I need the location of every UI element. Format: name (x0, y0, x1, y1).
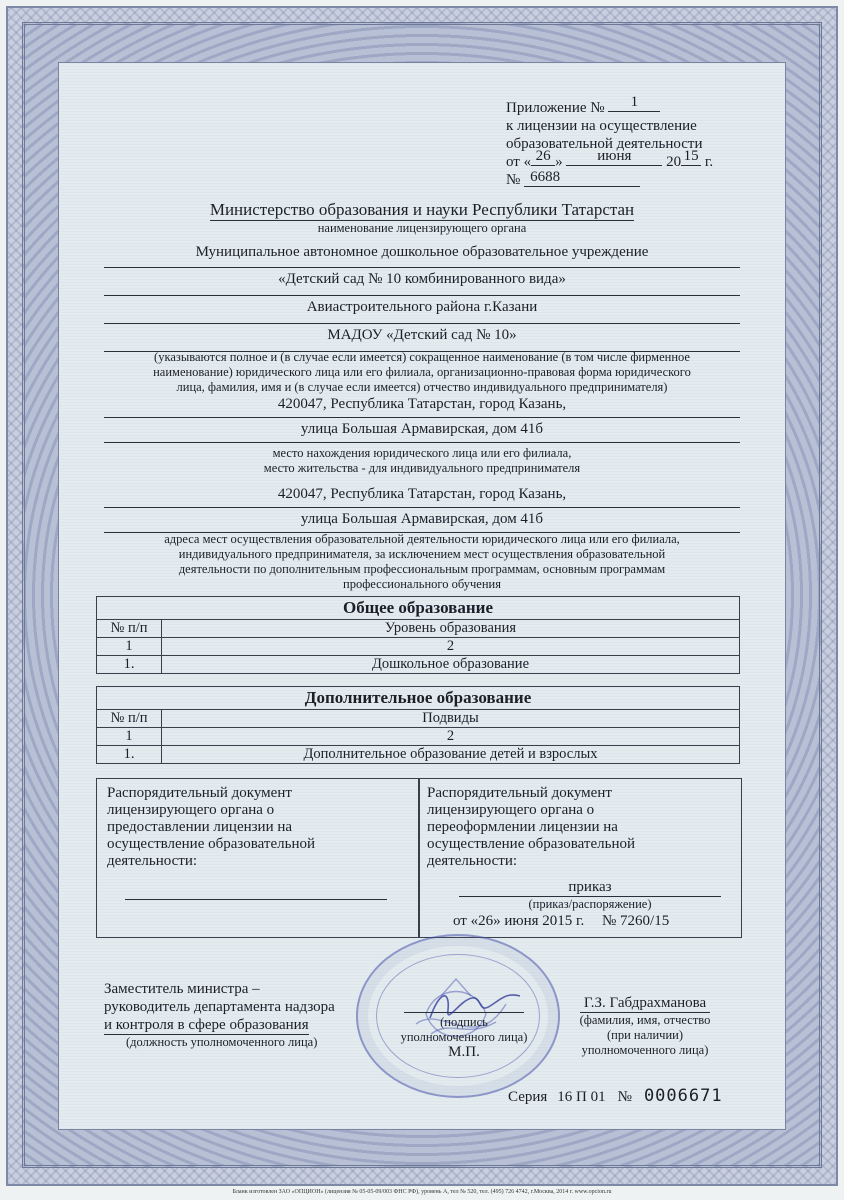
organization-line: Авиастроительного района г.Казани (104, 296, 740, 324)
location-address: 420047, Республика Татарстан, город Казань, улица Большая Армавирская, дом 41б (104, 396, 740, 443)
activity-address: 420047, Республика Татарстан, город Казань, улица Большая Армавирская, дом 41б (104, 486, 740, 533)
order-date-number (453, 913, 669, 930)
order-issue-box: Распорядительный документ лицензирующего органа о предоставлении лицензии на осуществление образовательной деятельности: (96, 778, 420, 938)
appendix-number: 1 (608, 94, 660, 112)
appendix-label: Приложение № (506, 100, 605, 116)
order-reissue-box: Распорядительный документ лицензирующего органа о переоформлении лицензии на осуществление образовательной деятельности: приказ (приказ/распоряжение) от «26» июня 2015 г. № 7260/15 (418, 778, 742, 938)
organization-line: «Детский сад № 10 комбинированного вида» (104, 268, 740, 296)
table-header: № п/п (97, 710, 162, 728)
serial-number: 0006671 (643, 1086, 723, 1106)
license-number: 6688 (524, 169, 640, 187)
serial-series: 16 П 01 (557, 1089, 606, 1105)
table-row (97, 746, 740, 764)
signatory-position: Заместитель министра – руководитель департамента надзора и контроля в сфере образования (должность уполномоченного лица) (104, 981, 335, 1049)
additional-education-table (96, 686, 740, 764)
authority-caption: наименование лицензирующего органа (317, 221, 527, 235)
table-row (97, 656, 740, 674)
signatory-name-block: Г.З. Габдрахманова (фамилия, имя, отчество (при наличии) уполномоченного лица) (579, 995, 711, 1057)
table-cell: 1 (97, 638, 162, 656)
organization-caption: (указываются полное и (в случае если имеется) сокращенное наименование (в том числе фирменное наименование) юридического лица или его филиала, организационно-правовая форма юридического лица, фамилия, имя и (в случае если имеется) отчество индивидуального предпринимателя) (153, 350, 691, 394)
table-title: Дополнительное образование (97, 687, 740, 710)
serial-label: Серия (508, 1089, 548, 1105)
printer-imprint: Бланк изготовлен ЗАО «ОПЦИОН» (лицензия № 05-05-09/003 ФНС РФ), уровень А, тел № 520, тел. (495) 726 4742, г.Москва, 2014 г. www.opcion.ru (232, 1189, 612, 1195)
signature-caption: (подпись уполномоченного лица) М.П. (384, 1012, 544, 1060)
table-cell: Дополнительное образование детей и взрослых (162, 746, 740, 764)
order-doc-type: приказ (459, 879, 721, 897)
appendix-line-2: к лицензии на осуществление (506, 118, 697, 134)
authority-name: Министерство образования и науки Республики Татарстан (209, 200, 635, 219)
appendix-header: Приложение № 1 к лицензии на осуществление образовательной деятельности от « 26 » июня 20 15 г. № 6688 (506, 100, 726, 190)
table-header: Подвиды (162, 710, 740, 728)
table-cell: 1. (97, 656, 162, 674)
table-header: Уровень образования (162, 620, 740, 638)
appendix-date-day: 26 (531, 148, 555, 166)
organization-short-name: МАДОУ «Детский сад № 10» (104, 324, 740, 352)
authority-block (100, 200, 744, 236)
order-date: от «26» июня 2015 г. (453, 913, 585, 929)
table-header: № п/п (97, 620, 162, 638)
table-cell: 1 (97, 728, 162, 746)
organization-name (104, 244, 740, 352)
table-cell: 2 (162, 728, 740, 746)
order-number: № 7260/15 (601, 913, 670, 929)
stamp-place-label: М.П. (448, 1044, 480, 1060)
organization-line: Муниципальное автономное дошкольное образовательное учреждение (104, 244, 740, 268)
table-cell: 1. (97, 746, 162, 764)
order-doc-type-caption: (приказ/распоряжение) (528, 897, 652, 911)
general-education-table (96, 596, 740, 674)
appendix-date: от « 26 » июня 20 15 г. (506, 148, 714, 170)
activity-address-caption: адреса мест осуществления образовательной деятельности юридического лица или его филиала, индивидуального предпринимателя, за исключением мест осуществления образовательной деятельности по дополнительным профессиональным программам, основным программам профессионального обучения (164, 532, 680, 591)
appendix-date-month: июня (566, 148, 662, 166)
location-caption: место нахождения юридического лица или его филиала, место жительства - для индивидуального предпринимателя (263, 446, 581, 475)
position-caption: (должность уполномоченного лица) (126, 1035, 318, 1049)
appendix-line-3: образовательной деятельности (506, 136, 703, 152)
table-cell: Дошкольное образование (162, 656, 740, 674)
table-title: Общее образование (97, 597, 740, 620)
table-cell: 2 (162, 638, 740, 656)
handwritten-signature-icon (420, 980, 530, 1030)
signatory-name: Г.З. Габдрахманова (580, 995, 710, 1013)
blank-serial: Серия 16 П 01 № 0006671 (508, 1086, 723, 1106)
appendix-date-year: 15 (681, 148, 701, 166)
order-issue-blank-line (125, 899, 387, 900)
